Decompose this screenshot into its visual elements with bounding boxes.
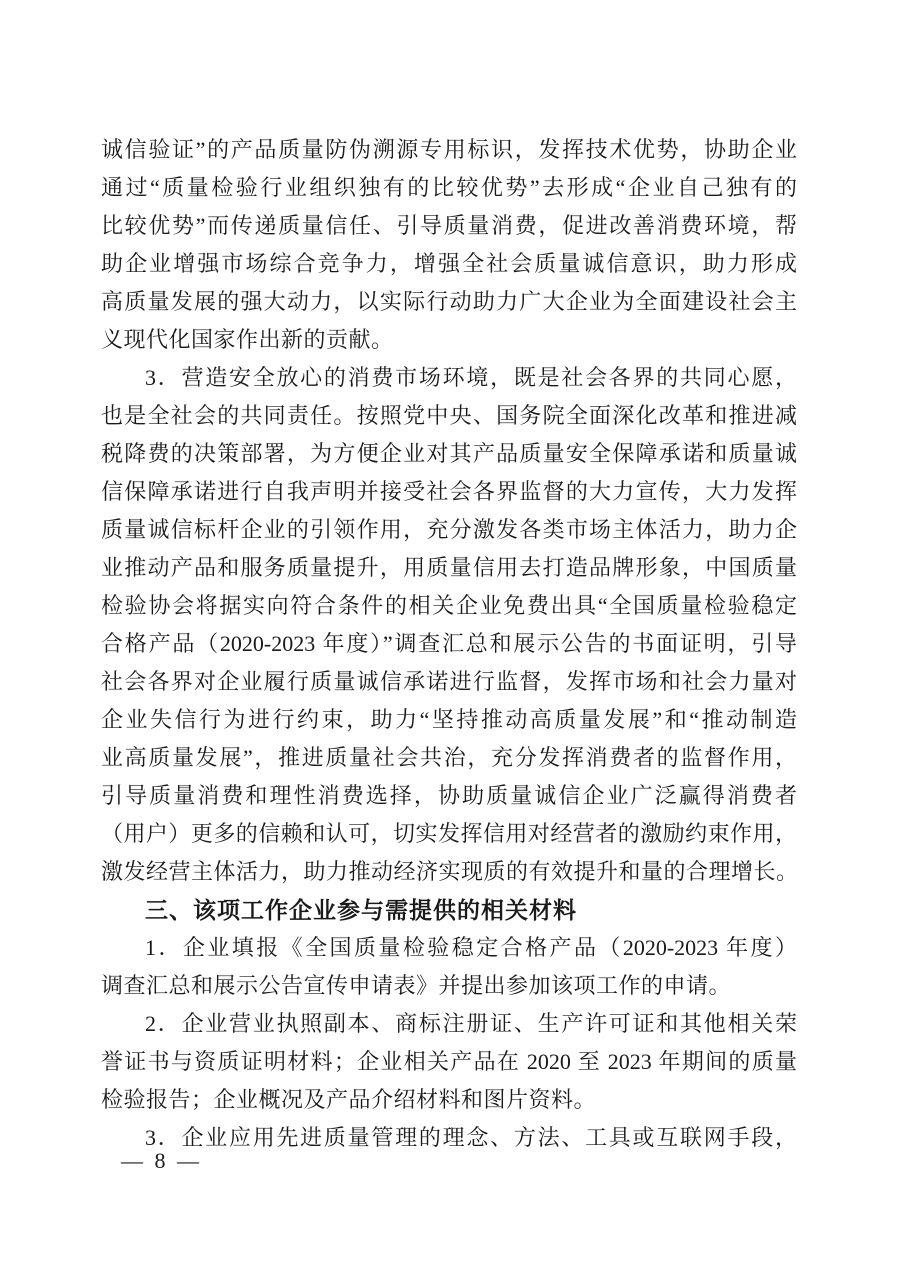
text-line: 誉证书与资质证明材料；企业相关产品在 2020 至 2023 年期间的质量 — [101, 1049, 797, 1074]
text-line: 合格产品（2020-2023 年度）”调查汇总和展示公告的书面证明，引导 — [101, 631, 797, 656]
text-line: （用户）更多的信赖和认可，切实发挥信用对经营者的激励约束作用， — [101, 821, 797, 846]
page-number: — 8 — — [121, 1148, 202, 1173]
document-body — [101, 131, 797, 1157]
text-line: 税降费的决策部署，为方便企业对其产品质量安全保障承诺和质量诚 — [101, 441, 797, 466]
text-line: 企业失信行为进行约束，助力“坚持推动高质量发展”和“推动制造 — [101, 707, 797, 732]
text-line: 3．营造安全放心的消费市场环境，既是社会各界的共同心愿， — [145, 365, 797, 390]
text-line: 3．企业应用先进质量管理的理念、方法、工具或互联网手段， — [145, 1125, 797, 1150]
text-line: 诚信验证”的产品质量防伪溯源专用标识，发挥技术优势，协助企业 — [101, 137, 797, 162]
text-line: 2．企业营业执照副本、商标注册证、生产许可证和其他相关荣 — [145, 1011, 797, 1036]
text-line: 高质量发展的强大动力，以实际行动助力广大企业为全面建设社会主 — [101, 289, 797, 314]
text-line: 激发经营主体活力，助力推动经济实现质的有效提升和量的合理增长。 — [101, 859, 799, 884]
text-line: 1．企业填报《全国质量检验稳定合格产品（2020-2023 年度） — [145, 935, 797, 960]
section-heading: 三、该项工作企业参与需提供的相关材料 — [145, 897, 577, 923]
text-line: 检验协会将据实向符合条件的相关企业免费出具“全国质量检验稳定 — [101, 593, 797, 618]
text-line: 义现代化国家作出新的贡献。 — [101, 327, 394, 352]
text-line: 社会各界对企业履行质量诚信承诺进行监督，发挥市场和社会力量对 — [101, 669, 797, 694]
text-line: 助企业增强市场综合竞争力，增强全社会质量诚信意识，助力形成 — [101, 251, 797, 276]
text-line: 信保障承诺进行自我声明并接受社会各界监督的大力宣传，大力发挥 — [101, 479, 797, 504]
text-line: 调查汇总和展示公告宣传申请表》并提出参加该项工作的申请。 — [101, 973, 732, 998]
text-line: 检验报告；企业概况及产品介绍材料和图片资料。 — [101, 1087, 597, 1112]
text-line: 比较优势”而传递质量信任、引导质量消费，促进改善消费环境，帮 — [101, 213, 797, 238]
text-line: 也是全社会的共同责任。按照党中央、国务院全面深化改革和推进减 — [101, 403, 797, 428]
text-line: 业高质量发展”，推进质量社会共治，充分发挥消费者的监督作用， — [101, 745, 797, 770]
text-line: 质量诚信标杆企业的引领作用，充分激发各类市场主体活力，助力企 — [101, 517, 797, 542]
text-line: 通过“质量检验行业组织独有的比较优势”去形成“企业自己独有的 — [101, 175, 797, 200]
text-line: 业推动产品和服务质量提升，用质量信用去打造品牌形象，中国质量 — [101, 555, 797, 580]
text-line: 引导质量消费和理性消费选择，协助质量诚信企业广泛赢得消费者 — [101, 783, 797, 808]
